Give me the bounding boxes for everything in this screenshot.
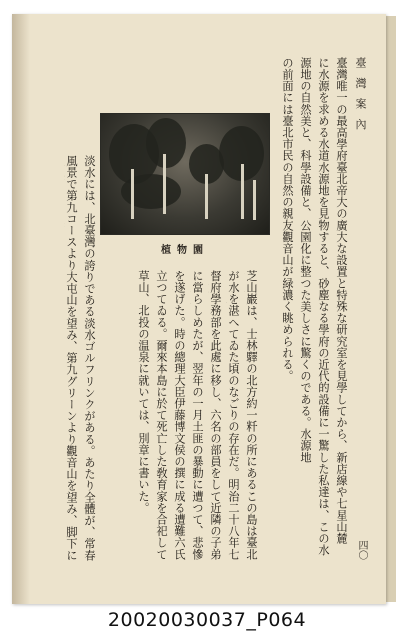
text-column-6: が水を湛へてゐた頃のなごりの存在だ。明治二十八年七 xyxy=(227,270,240,560)
text-column-3: 源地の自然美と、科學設備と、公園化に整つた美しさに驚くのである。水源地 xyxy=(299,57,312,463)
text-column-4: の前面には臺北市民の自然の親友觀音山が緑濃く眺められる。 xyxy=(281,57,294,382)
text-column-7: 督府學務部を此處に移し、六名の部員をして近隣の子弟 xyxy=(209,270,222,560)
text-column-1: 臺灣唯一の最高學府臺北帝大の廣大な設置と特殊な研究室を見學してから、新店線や七星山麓 xyxy=(335,57,348,545)
running-header-title: 臺 灣 案 內 xyxy=(354,57,367,133)
text-column-5: 芝山巖は、士林驛の北方約一粁の所にあるこの島は臺北 xyxy=(245,270,258,560)
photo-caption: 植物園 xyxy=(161,245,209,256)
text-column-12: 淡水には、北臺灣の誇りである淡水ゴルフリンクがある。あたり全體が、常春 xyxy=(83,155,96,561)
botanical-garden-photo xyxy=(100,113,270,235)
binding-shadow xyxy=(12,14,30,604)
text-column-9: を遂げた。時の總理大臣伊藤博文侯の撰に成る遭難六氏 xyxy=(173,270,186,560)
text-column-11: 草山、北投の温泉に就いては、別章に書いた。 xyxy=(137,270,150,514)
text-column-8: に當らしめたが、翌年の一月土匪の暴動に遭つて、悲慘 xyxy=(191,270,204,560)
text-column-13: 風景で第九コースより大屯山を望み、第九グリーンより觀音山を望み、脚下に xyxy=(65,155,78,561)
page-number: 四〇 xyxy=(356,540,367,560)
text-column-10: 立つてゐる。爾來本島に於て死亡した敎育家を合祀して xyxy=(155,270,168,560)
text-column-2: に水源を求める水道水源地を見物すると、砂塵なる學府の近代的設備に一驚した私達は、この水 xyxy=(317,57,330,556)
image-id-label: 20020030037_P064 xyxy=(107,609,307,631)
page-edge xyxy=(386,16,396,602)
